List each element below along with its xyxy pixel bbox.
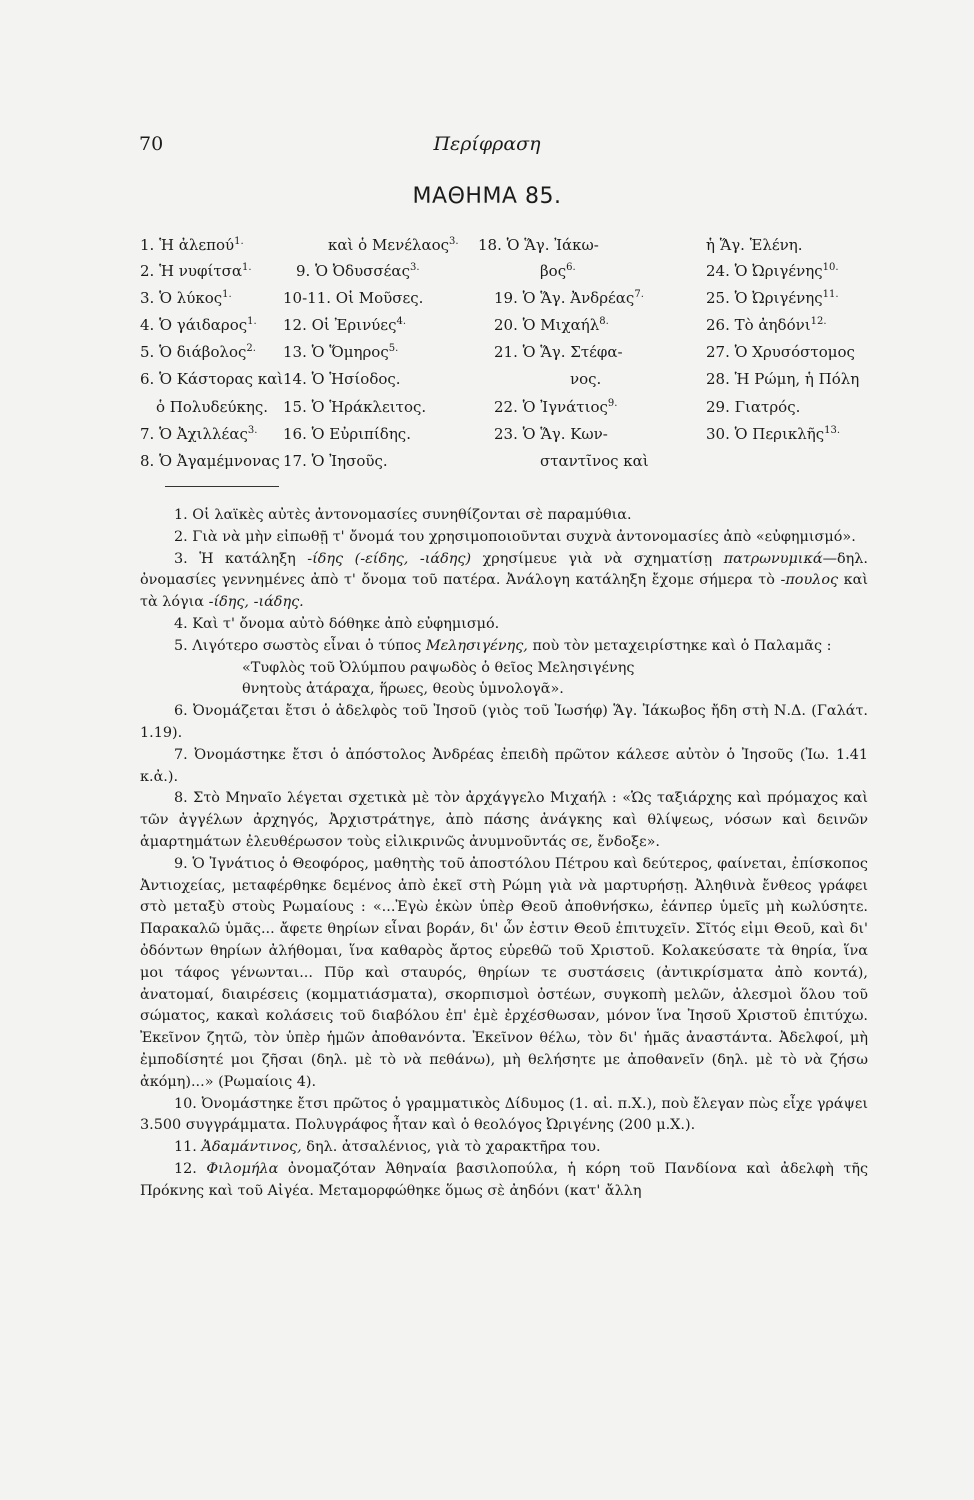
footnote-10: 10. Ὀνομάστηκε ἔτσι πρῶτος ὁ γραμματικὸς Δίδυμος (1. αἰ. π.Χ.), ποὺ ἔλεγαν πὼς εἶχε γράψει 3.500 συγγράμματα. Πολυγράφος ἦταν καὶ ὁ θεολόγος Ὠριγένης (200 μ.Χ.). — [140, 1095, 868, 1134]
footnote-12: 12. Φιλομήλα ὀνομαζόταν Ἀθηναία βασιλοπούλα, ἡ κόρη τοῦ Πανδίονα καὶ ἀδελφὴ τῆς Πρόκνης καὶ τοῦ Αἰγέα. Μεταμορφώθηκε ὅμως σὲ ἀηδόνι (κατ' ἄλλη — [140, 1160, 868, 1199]
list-item: 1. Ἡ ἀλεπού$^{1.}$ — [140, 236, 244, 254]
list-item: 12. Οἱ Ἐρινύες$^{4.}$ — [283, 316, 407, 334]
list-item: 19. Ὁ Ἅγ. Ἀνδρέας$^{7.}$ — [494, 289, 644, 307]
list-item: 22. Ὁ Ἰγνάτιος$^{9.}$ — [494, 398, 618, 416]
page-number: 70 — [139, 133, 164, 155]
entry-list — [0, 0, 974, 470]
list-item: 2. Ἡ νυφίτσα$^{1.}$ — [140, 262, 252, 280]
footnote-quote — [242, 658, 868, 702]
footnote-5: 5. Λιγότερο σωστὸς εἶναι ὁ τύπος Μελησιγένης, ποὺ τὸν μεταχειρίστηκε καὶ ὁ Παλαμᾶς : — [174, 637, 832, 654]
running-title: Περίφραση — [433, 133, 541, 155]
list-item: βος$^{6.}$ — [540, 262, 576, 280]
footnote-9: 9. Ὁ Ἰγνάτιος ὁ Θεοφόρος, μαθητὴς τοῦ ἀποστόλου Πέτρου καὶ δεύτερος, φαίνεται, ἐπίσκοπος Ἀντιοχείας, μεταφέρθηκε δεμένος ἀπὸ ἐκεῖ στὴ Ρώμη γιὰ νὰ μαρτυρήσῃ. Ἀληθινὰ ἔνθεος γράφει στὸ μεταξὺ στοὺς Ρωμαίους : «...Ἐγὼ ἑκὼν ὑπὲρ Θεοῦ ἀποθνήσκω, ἐάνπερ ὑμεῖς μὴ κωλύσητε. Παρακαλῶ ὑμᾶς... ἄφετε θηρίων εἶναι βοράν, δι' ὧν ἐστιν Θεοῦ ἐπιτυχεῖν. Σῖτός εἰμι Θεοῦ, καὶ δι' ὀδόντων θηρίων ἀλήθομαι, ἵνα καθαρὸς ἄρτος εὑρεθῶ τοῦ Χριστοῦ. Κολακεύσατε τὰ θηρία, ἵνα μοι τάφος γένωνται... Πῦρ καὶ σταυρός, θηρίων τε συστάσεις (ἀντικρίσματα ἀπὸ κοντά), ἀνατομαί, διαιρέσεις (κομματιάσματα), σκορπισμοὶ ὀστέων, συγκοπὴ μελῶν, ἀλεσμοὶ ὅλου τοῦ σώματος, κακαὶ κολάσεις τοῦ διαβόλου ἐπ' ἐμὲ ἐρχέσθωσαν, μόνον ἵνα Ἰησοῦ Χριστοῦ ἐπιτύχω. Ἐκεῖνον ζητῶ, τὸν ὑπὲρ ἡμῶν ἀποθανόντα. Ἐκεῖνον θέλω, τὸν δι' ἡμᾶς ἀναστάντα. Ἀδελφοί, μὴ ἐμποδίσητέ μοι ζῆσαι (δηλ. μὲ τὸ νὰ πεθάνω), μὴ θελήσητε με ἀποθανεῖν (δηλ. μὲ τὸ νὰ ζήσω ἀκόμη)...» (Ρωμαίοις 4). — [140, 855, 868, 1090]
footnotes — [140, 505, 868, 1203]
footnote-2: 2. Γιὰ νὰ μὴν εἰπωθῇ τ' ὄνομά του χρησιμοποιοῦνται συχνὰ ἀντονομασίες ἀπὸ «εὐφημισμό». — [174, 528, 856, 545]
list-item: 4. Ὁ γάιδαρος$^{1.}$ — [140, 316, 257, 334]
list-item: 27. Ὁ Χρυσόστομος — [706, 343, 855, 361]
list-item: ἡ Ἅγ. Ἑλένη. — [706, 236, 803, 254]
list-item: 24. Ὁ Ὠριγένης$^{10.}$ — [706, 262, 839, 280]
list-item: ὁ Πολυδεύκης. — [156, 398, 268, 416]
footnote-8: 8. Στὸ Μηναῖο λέγεται σχετικὰ μὲ τὸν ἀρχάγγελο Μιχαήλ : «Ὡς ταξιάρχης καὶ πρόμαχος καὶ τῶν ἀγγέλων ἀρχηγός, Ἀρχιστράτηγε, ἀπὸ πάσης ἀνάγκης καὶ θλίψεως, νόσων καὶ δεινῶν ἁμαρτημάτων ἐλευθέρωσον τοὺς εἰλικρινῶς ἀνυμνοῦντάς σε, ἔνδοξε». — [140, 790, 868, 850]
list-item: 21. Ὁ Ἅγ. Στέφα- — [494, 343, 623, 361]
footnote-6: 6. Ὀνομάζεται ἔτσι ὁ ἀδελφὸς τοῦ Ἰησοῦ (γιὸς τοῦ Ἰωσήφ) Ἅγ. Ἰάκωβος ἤδη στὴ Ν.Δ. (Γαλάτ. 1.19). — [140, 703, 868, 741]
list-item: 26. Τὸ ἀηδόνι$^{12.}$ — [706, 316, 827, 334]
footnote-11: 11. Ἀδαμάντινος, δηλ. ἀτσαλένιος, γιὰ τὸ χαρακτῆρα του. — [174, 1139, 601, 1156]
list-item: 8. Ὁ Ἀγαμέμνονας — [140, 452, 280, 470]
list-item: 28. Ἡ Ρώμη, ἡ Πόλη — [706, 370, 860, 388]
list-item: 9. Ὁ Ὀδυσσέας$^{3.}$ — [296, 262, 420, 280]
list-item: 30. Ὁ Περικλῆς$^{13.}$ — [706, 425, 841, 443]
footnote-4: 4. Καὶ τ' ὄνομα αὐτὸ δόθηκε ἀπὸ εὐφημισμό. — [174, 615, 500, 632]
list-item: καὶ ὁ Μενέλαος$^{3.}$ — [328, 236, 459, 254]
list-item: 17. Ὁ Ἰησοῦς. — [283, 452, 388, 470]
list-item: 6. Ὁ Κάστορας καὶ — [140, 370, 284, 388]
list-item: 10-11. Οἱ Μοῦσες. — [283, 289, 424, 307]
list-item: 3. Ὁ λύκος$^{1.}$ — [140, 289, 232, 307]
list-item: 14. Ὁ Ἡσίοδος. — [283, 370, 401, 388]
list-item: σταντῖνος καὶ — [540, 452, 649, 470]
list-item: 25. Ὁ Ὠριγένης$^{11.}$ — [706, 289, 839, 307]
lesson-title: ΜΑΘΗΜΑ 85. — [412, 184, 562, 209]
list-item: 20. Ὁ Μιχαήλ$^{8.}$ — [494, 316, 609, 334]
footnote-7: 7. Ὀνομάστηκε ἔτσι ὁ ἀπόστολος Ἀνδρέας ἐπειδὴ πρῶτον κάλεσε αὐτὸν ὁ Ἰησοῦς (Ἰω. 1.41 κ.ἀ.). — [140, 746, 868, 785]
list-item: 29. Γιατρός. — [706, 398, 801, 416]
list-item: 15. Ὁ Ἡράκλειτος. — [283, 398, 427, 416]
list-item: 18. Ὁ Ἅγ. Ἰάκω- — [478, 236, 599, 254]
list-item: 23. Ὁ Ἅγ. Κων- — [494, 425, 608, 443]
list-item: 5. Ὁ διάβολος$^{2.}$ — [140, 343, 256, 361]
list-item: νος. — [570, 370, 602, 388]
list-item: 13. Ὁ Ὅμηρος$^{5.}$ — [283, 343, 399, 361]
list-item: 7. Ὁ Ἀχιλλέας$^{3.}$ — [140, 425, 258, 443]
quote-line: θνητοὺς ἀτάραχα, ἥρωες, θεοὺς ὑμνολογᾶ». — [242, 681, 564, 698]
list-item: 16. Ὁ Εὐριπίδης. — [283, 425, 411, 443]
quote-line: «Τυφλὸς τοῦ Ὀλύμπου ραψωδὸς ὁ θεῖος Μελησιγένης — [242, 659, 635, 676]
footnote-1: 1. Οἱ λαϊκὲς αὐτὲς ἀντονομασίες συνηθίζονται σὲ παραμύθια. — [174, 507, 632, 523]
footnote-divider — [165, 486, 279, 487]
footnote-3: 3. Ἡ κατάληξη -ίδης (-είδης, -ιάδης) χρησίμευε γιὰ νὰ σχηματίσῃ πατρωνυμικά—δηλ. ὀνομασίες γεννημένες ἀπὸ τ' ὄνομα τοῦ πατέρα. Ἀνάλογη κατάληξη ἔχομε σήμερα τὸ -πουλος καὶ τὰ λόγια -ίδης, -ιάδης. — [140, 550, 869, 611]
